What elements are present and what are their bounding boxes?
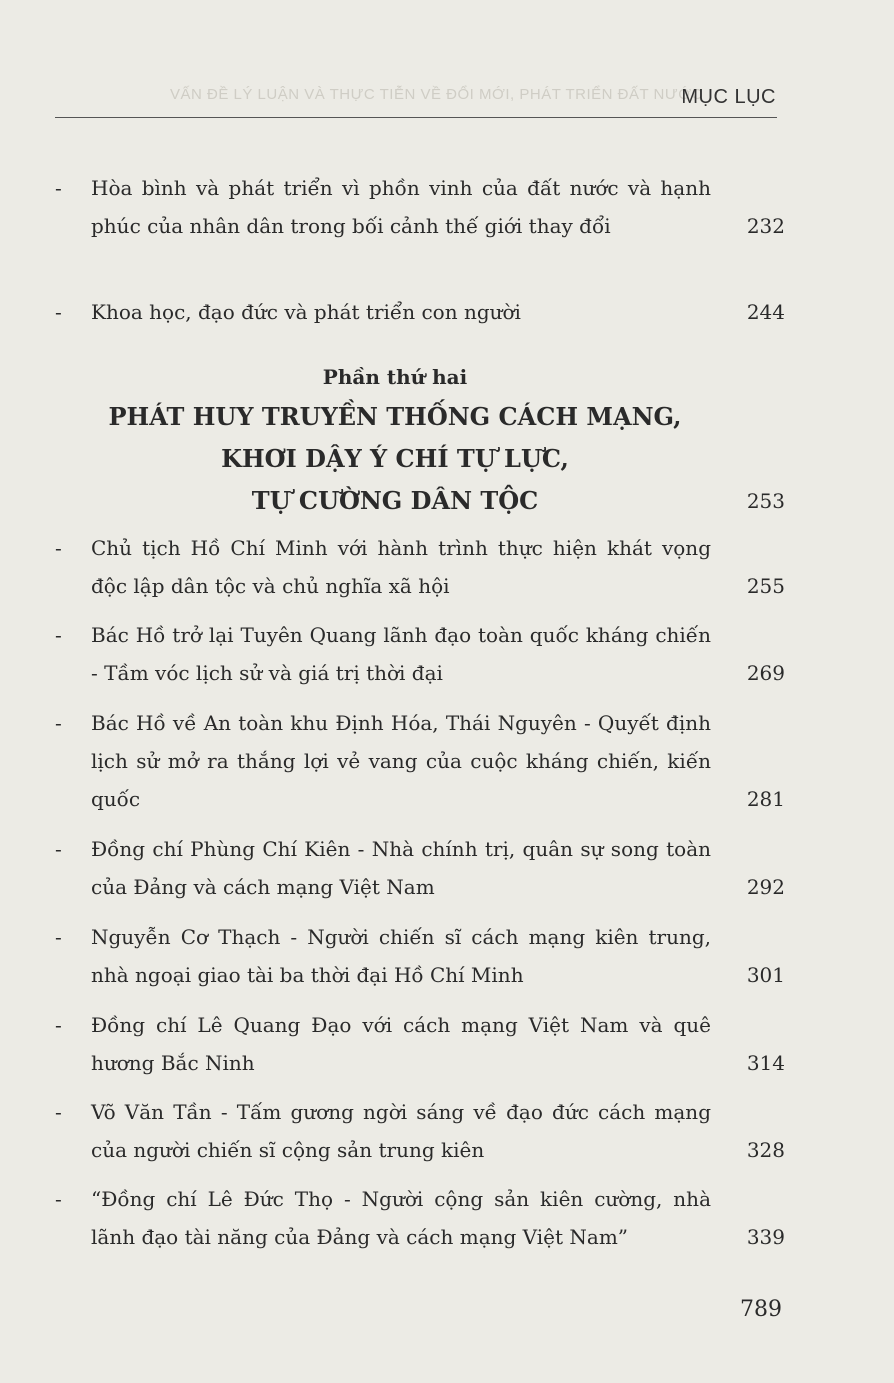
entry-page: 269 (746, 661, 785, 685)
entry-dash: - (55, 176, 62, 200)
section-heading-line: KHƠI DẬY Ý CHÍ TỰ LỰC, (221, 444, 569, 473)
section-label: Phần thứ hai (322, 365, 468, 389)
section-block (55, 358, 785, 522)
header-label: MỤC LỤC (681, 86, 776, 108)
header-faded-title: VẤN ĐỀ LÝ LUẬN VÀ THỰC TIỄN VỀ ĐỔI MỚI, PHÁT TRIỂN ĐẤT NƯỚC (170, 86, 703, 103)
entry-page: 328 (746, 1138, 785, 1162)
toc-entry (55, 1006, 785, 1082)
entry-title: Bác Hồ về An toàn khu Định Hóa, Thái Nguyên - Quyết định lịch sử mở ra thắng lợi vẻ vang của cuộc kháng chiến, kiến quốc (91, 711, 711, 811)
section-page: 253 (746, 489, 785, 513)
entry-page: 292 (746, 875, 785, 899)
entry-page: 244 (746, 300, 785, 324)
entry-page: 255 (746, 574, 785, 598)
toc-entry (55, 169, 785, 245)
toc-entry (55, 704, 785, 818)
header-rule (55, 117, 777, 118)
entry-dash: - (55, 1187, 62, 1211)
entry-title: Nguyễn Cơ Thạch - Người chiến sĩ cách mạng kiên trung, nhà ngoại giao tài ba thời đại Hồ Chí Minh (91, 925, 711, 987)
toc-entry (55, 529, 785, 605)
entry-dash: - (55, 925, 62, 949)
entry-page: 301 (746, 963, 785, 987)
page-number: 789 (740, 1297, 782, 1322)
entry-dash: - (55, 837, 62, 861)
toc-entry (55, 293, 785, 331)
entry-title: “Đồng chí Lê Đức Thọ - Người cộng sản kiên cường, nhà lãnh đạo tài năng của Đảng và cách mạng Việt Nam” (91, 1187, 711, 1249)
entry-title: Khoa học, đạo đức và phát triển con người (91, 300, 521, 324)
toc-entry (55, 830, 785, 906)
entry-page: 314 (746, 1051, 785, 1075)
entry-title: Bác Hồ trở lại Tuyên Quang lãnh đạo toàn quốc kháng chiến - Tầm vóc lịch sử và giá trị thời đại (91, 623, 711, 685)
entry-title: Hòa bình và phát triển vì phồn vinh của đất nước và hạnh phúc của nhân dân trong bối cảnh thế giới thay đổi (91, 176, 711, 238)
entry-title: Đồng chí Lê Quang Đạo với cách mạng Việt Nam và quê hương Bắc Ninh (91, 1013, 711, 1075)
entry-dash: - (55, 300, 62, 324)
entry-page: 339 (746, 1225, 785, 1249)
section-heading-line: PHÁT HUY TRUYỀN THỐNG CÁCH MẠNG, (108, 402, 682, 431)
entry-title: Đồng chí Phùng Chí Kiên - Nhà chính trị, quân sự song toàn của Đảng và cách mạng Việt Nam (91, 837, 711, 899)
entry-title: Võ Văn Tần - Tấm gương ngời sáng về đạo đức cách mạng của người chiến sĩ cộng sản trung kiên (91, 1100, 711, 1162)
entry-page: 281 (746, 787, 785, 811)
toc-entry (55, 616, 785, 692)
entry-dash: - (55, 1013, 62, 1037)
entry-dash: - (55, 711, 62, 735)
toc-entry (55, 918, 785, 994)
toc-entry (55, 1180, 785, 1256)
entry-page: 232 (746, 214, 785, 238)
entry-dash: - (55, 1100, 62, 1124)
entry-title: Chủ tịch Hồ Chí Minh với hành trình thực hiện khát vọng độc lập dân tộc và chủ nghĩa xã hội (91, 536, 711, 598)
entry-dash: - (55, 536, 62, 560)
toc-entry (55, 1093, 785, 1169)
entry-dash: - (55, 623, 62, 647)
section-heading-line: TỰ CƯỜNG DÂN TỘC (251, 486, 539, 515)
